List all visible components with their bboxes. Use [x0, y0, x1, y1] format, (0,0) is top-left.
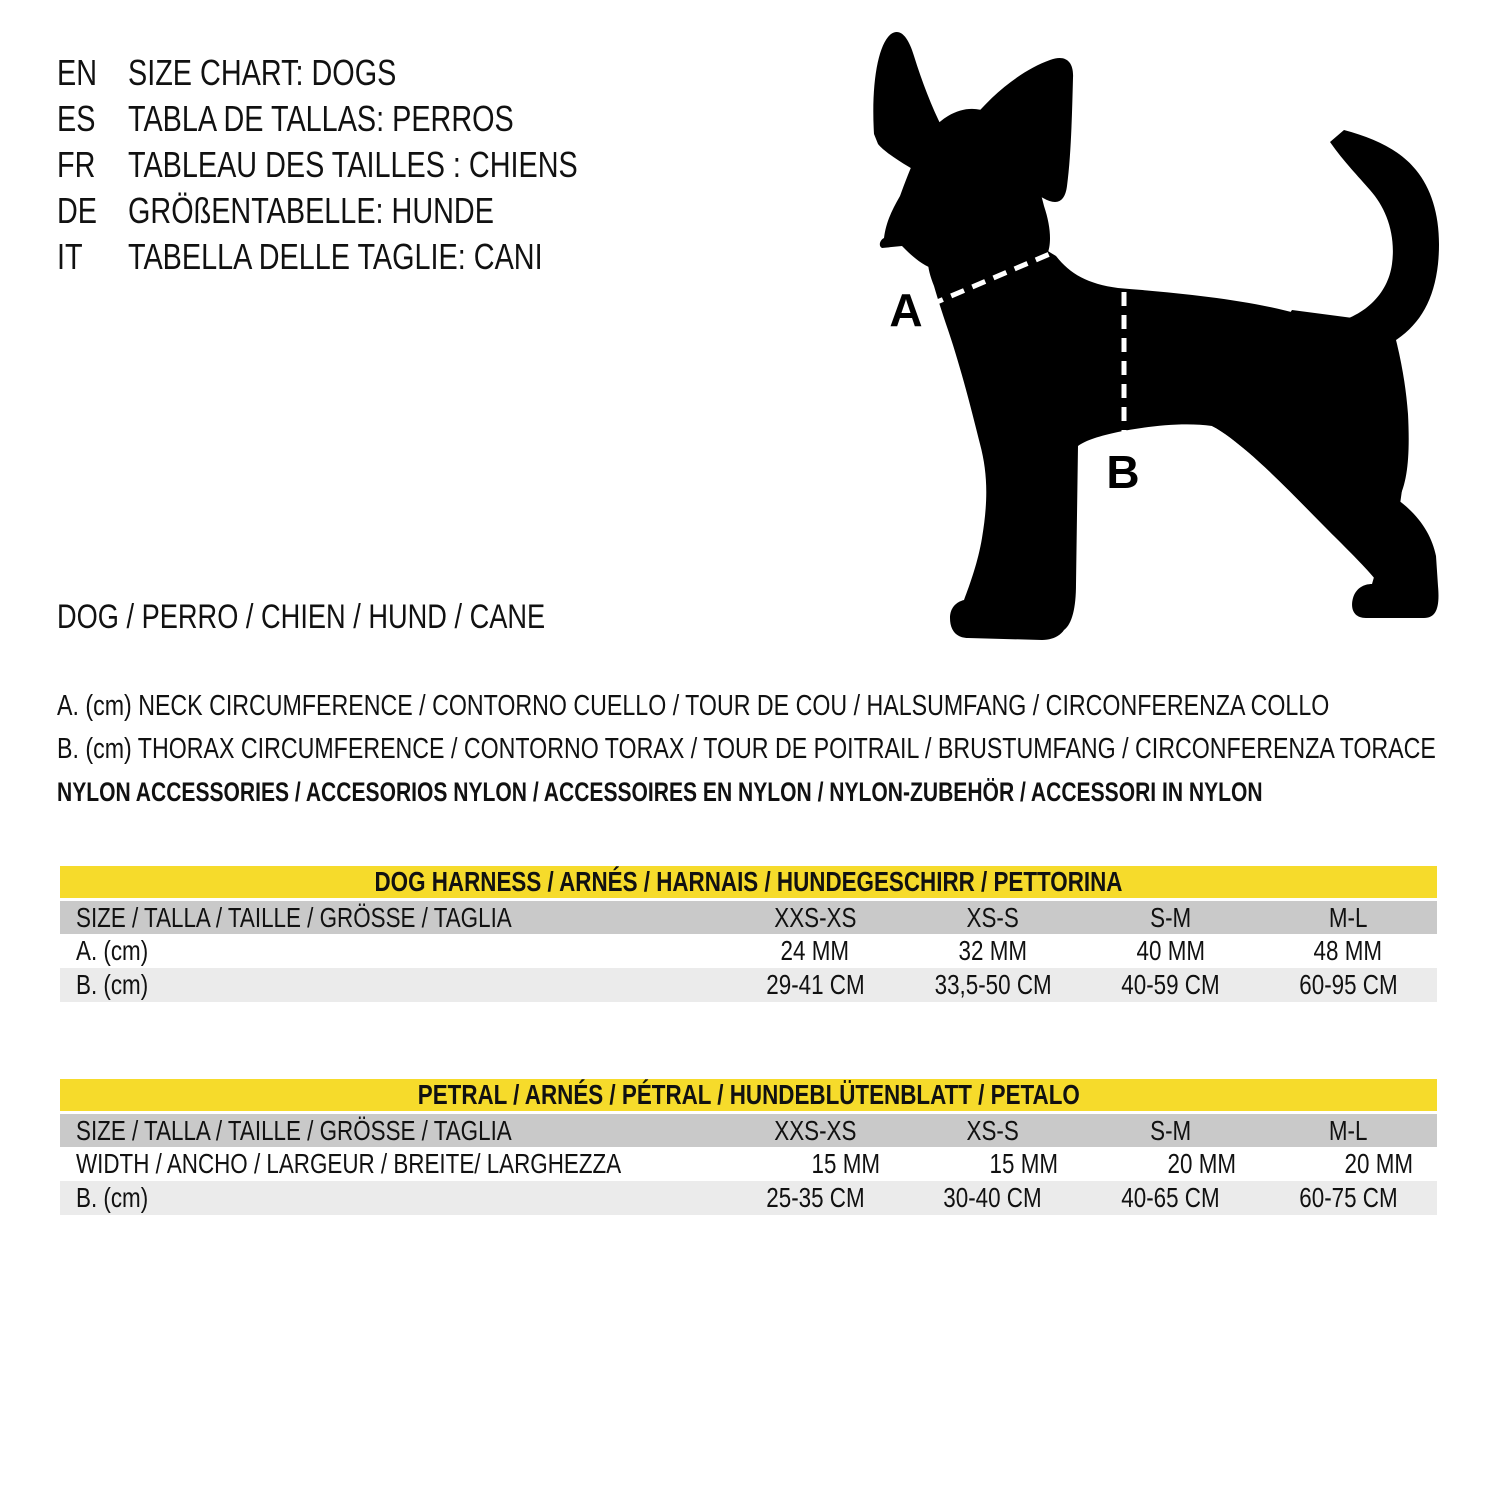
lang-code-de: DE	[57, 190, 98, 231]
measure-label-b: B	[1106, 446, 1140, 498]
value-cell: 33,5-50 CM	[934, 969, 1052, 1000]
table-row	[60, 1114, 1437, 1147]
title-row-de	[57, 188, 690, 234]
page-title-de: GRÖßENTABELLE: HUNDE	[128, 190, 494, 231]
table-row	[60, 1181, 1437, 1215]
lang-code-it: IT	[57, 236, 83, 277]
value-cell: 24 MM	[781, 935, 850, 966]
petral-table-header: PETRAL / ARNÉS / PÉTRAL / HUNDEBLÜTENBLATT / PETALO	[60, 1079, 1437, 1111]
petral-table	[60, 1079, 1437, 1215]
value-cell: 48 MM	[1313, 935, 1383, 966]
diagram-caption: DOG / PERRO / CHIEN / HUND / CANE	[57, 598, 546, 636]
title-row-it	[57, 234, 690, 280]
table-row	[60, 934, 1437, 968]
size-col-xxs-xs: XXS-XS	[774, 902, 857, 933]
lang-code-en: EN	[57, 52, 98, 93]
title-row-fr	[57, 142, 690, 188]
size-col-m-l: M-L	[1328, 1115, 1368, 1146]
page-title-en: SIZE CHART: DOGS	[128, 52, 397, 93]
table-row	[60, 968, 1437, 1002]
page-title-fr: TABLEAU DES TAILLES : CHIENS	[128, 144, 578, 185]
title-row-en	[57, 50, 690, 96]
title-language-block	[57, 50, 690, 280]
lang-code-es: ES	[57, 98, 96, 139]
dog-silhouette-diagram	[872, 24, 1478, 669]
dog-harness-table	[60, 866, 1437, 1002]
title-row-es	[57, 96, 690, 142]
measure-label-a: A	[889, 284, 923, 336]
value-cell: 15 MM	[811, 1148, 881, 1179]
value-cell: 40 MM	[1136, 935, 1205, 966]
value-cell: 60-75 CM	[1298, 1182, 1398, 1213]
row-label-width: WIDTH / ANCHO / LARGEUR / BREITE/ LARGHEZZA	[76, 1148, 622, 1179]
size-col-xxs-xs: XXS-XS	[774, 1115, 857, 1146]
row-label-size: SIZE / TALLA / TAILLE / GRÖSSE / TAGLIA	[76, 1115, 512, 1146]
value-cell: 20 MM	[1344, 1148, 1414, 1179]
value-cell: 29-41 CM	[766, 969, 865, 1000]
size-col-s-m: S-M	[1149, 902, 1192, 933]
size-col-s-m: S-M	[1149, 1115, 1192, 1146]
page-title-es: TABLA DE TALLAS: PERROS	[128, 98, 514, 139]
table-row	[60, 901, 1437, 934]
value-cell: 40-59 CM	[1121, 969, 1220, 1000]
size-col-xs-s: XS-S	[966, 1115, 1020, 1146]
value-cell: 30-40 CM	[943, 1182, 1043, 1213]
value-cell: 60-95 CM	[1298, 969, 1398, 1000]
value-cell: 15 MM	[989, 1148, 1059, 1179]
dog-harness-table-header: DOG HARNESS / ARNÉS / HARNAIS / HUNDEGESCHIRR / PETTORINA	[60, 866, 1437, 898]
row-label-a-cm: A. (cm)	[76, 935, 149, 966]
size-col-m-l: M-L	[1328, 902, 1368, 933]
legend-line-thorax: B. (cm) THORAX CIRCUMFERENCE / CONTORNO TORAX / TOUR DE POITRAIL / BRUSTUMFANG / CIRCONFERENZA TORACE	[57, 733, 1436, 765]
legend-line-nylon: NYLON ACCESSORIES / ACCESORIOS NYLON / ACCESSOIRES EN NYLON / NYLON-ZUBEHÖR / ACCESSORI IN NYLON	[57, 777, 1263, 807]
value-cell: 32 MM	[958, 935, 1028, 966]
row-label-size: SIZE / TALLA / TAILLE / GRÖSSE / TAGLIA	[76, 902, 512, 933]
value-cell: 25-35 CM	[766, 1182, 865, 1213]
row-label-b-cm: B. (cm)	[76, 1182, 149, 1213]
size-col-xs-s: XS-S	[966, 902, 1020, 933]
value-cell: 40-65 CM	[1121, 1182, 1220, 1213]
lang-code-fr: FR	[57, 144, 96, 185]
table-row	[60, 1147, 1437, 1181]
value-cell: 20 MM	[1167, 1148, 1236, 1179]
page-title-it: TABELLA DELLE TAGLIE: CANI	[128, 236, 543, 277]
legend-line-neck: A. (cm) NECK CIRCUMFERENCE / CONTORNO CUELLO / TOUR DE COU / HALSUMFANG / CIRCONFERENZA COLLO	[57, 690, 1330, 722]
row-label-b-cm: B. (cm)	[76, 969, 149, 1000]
